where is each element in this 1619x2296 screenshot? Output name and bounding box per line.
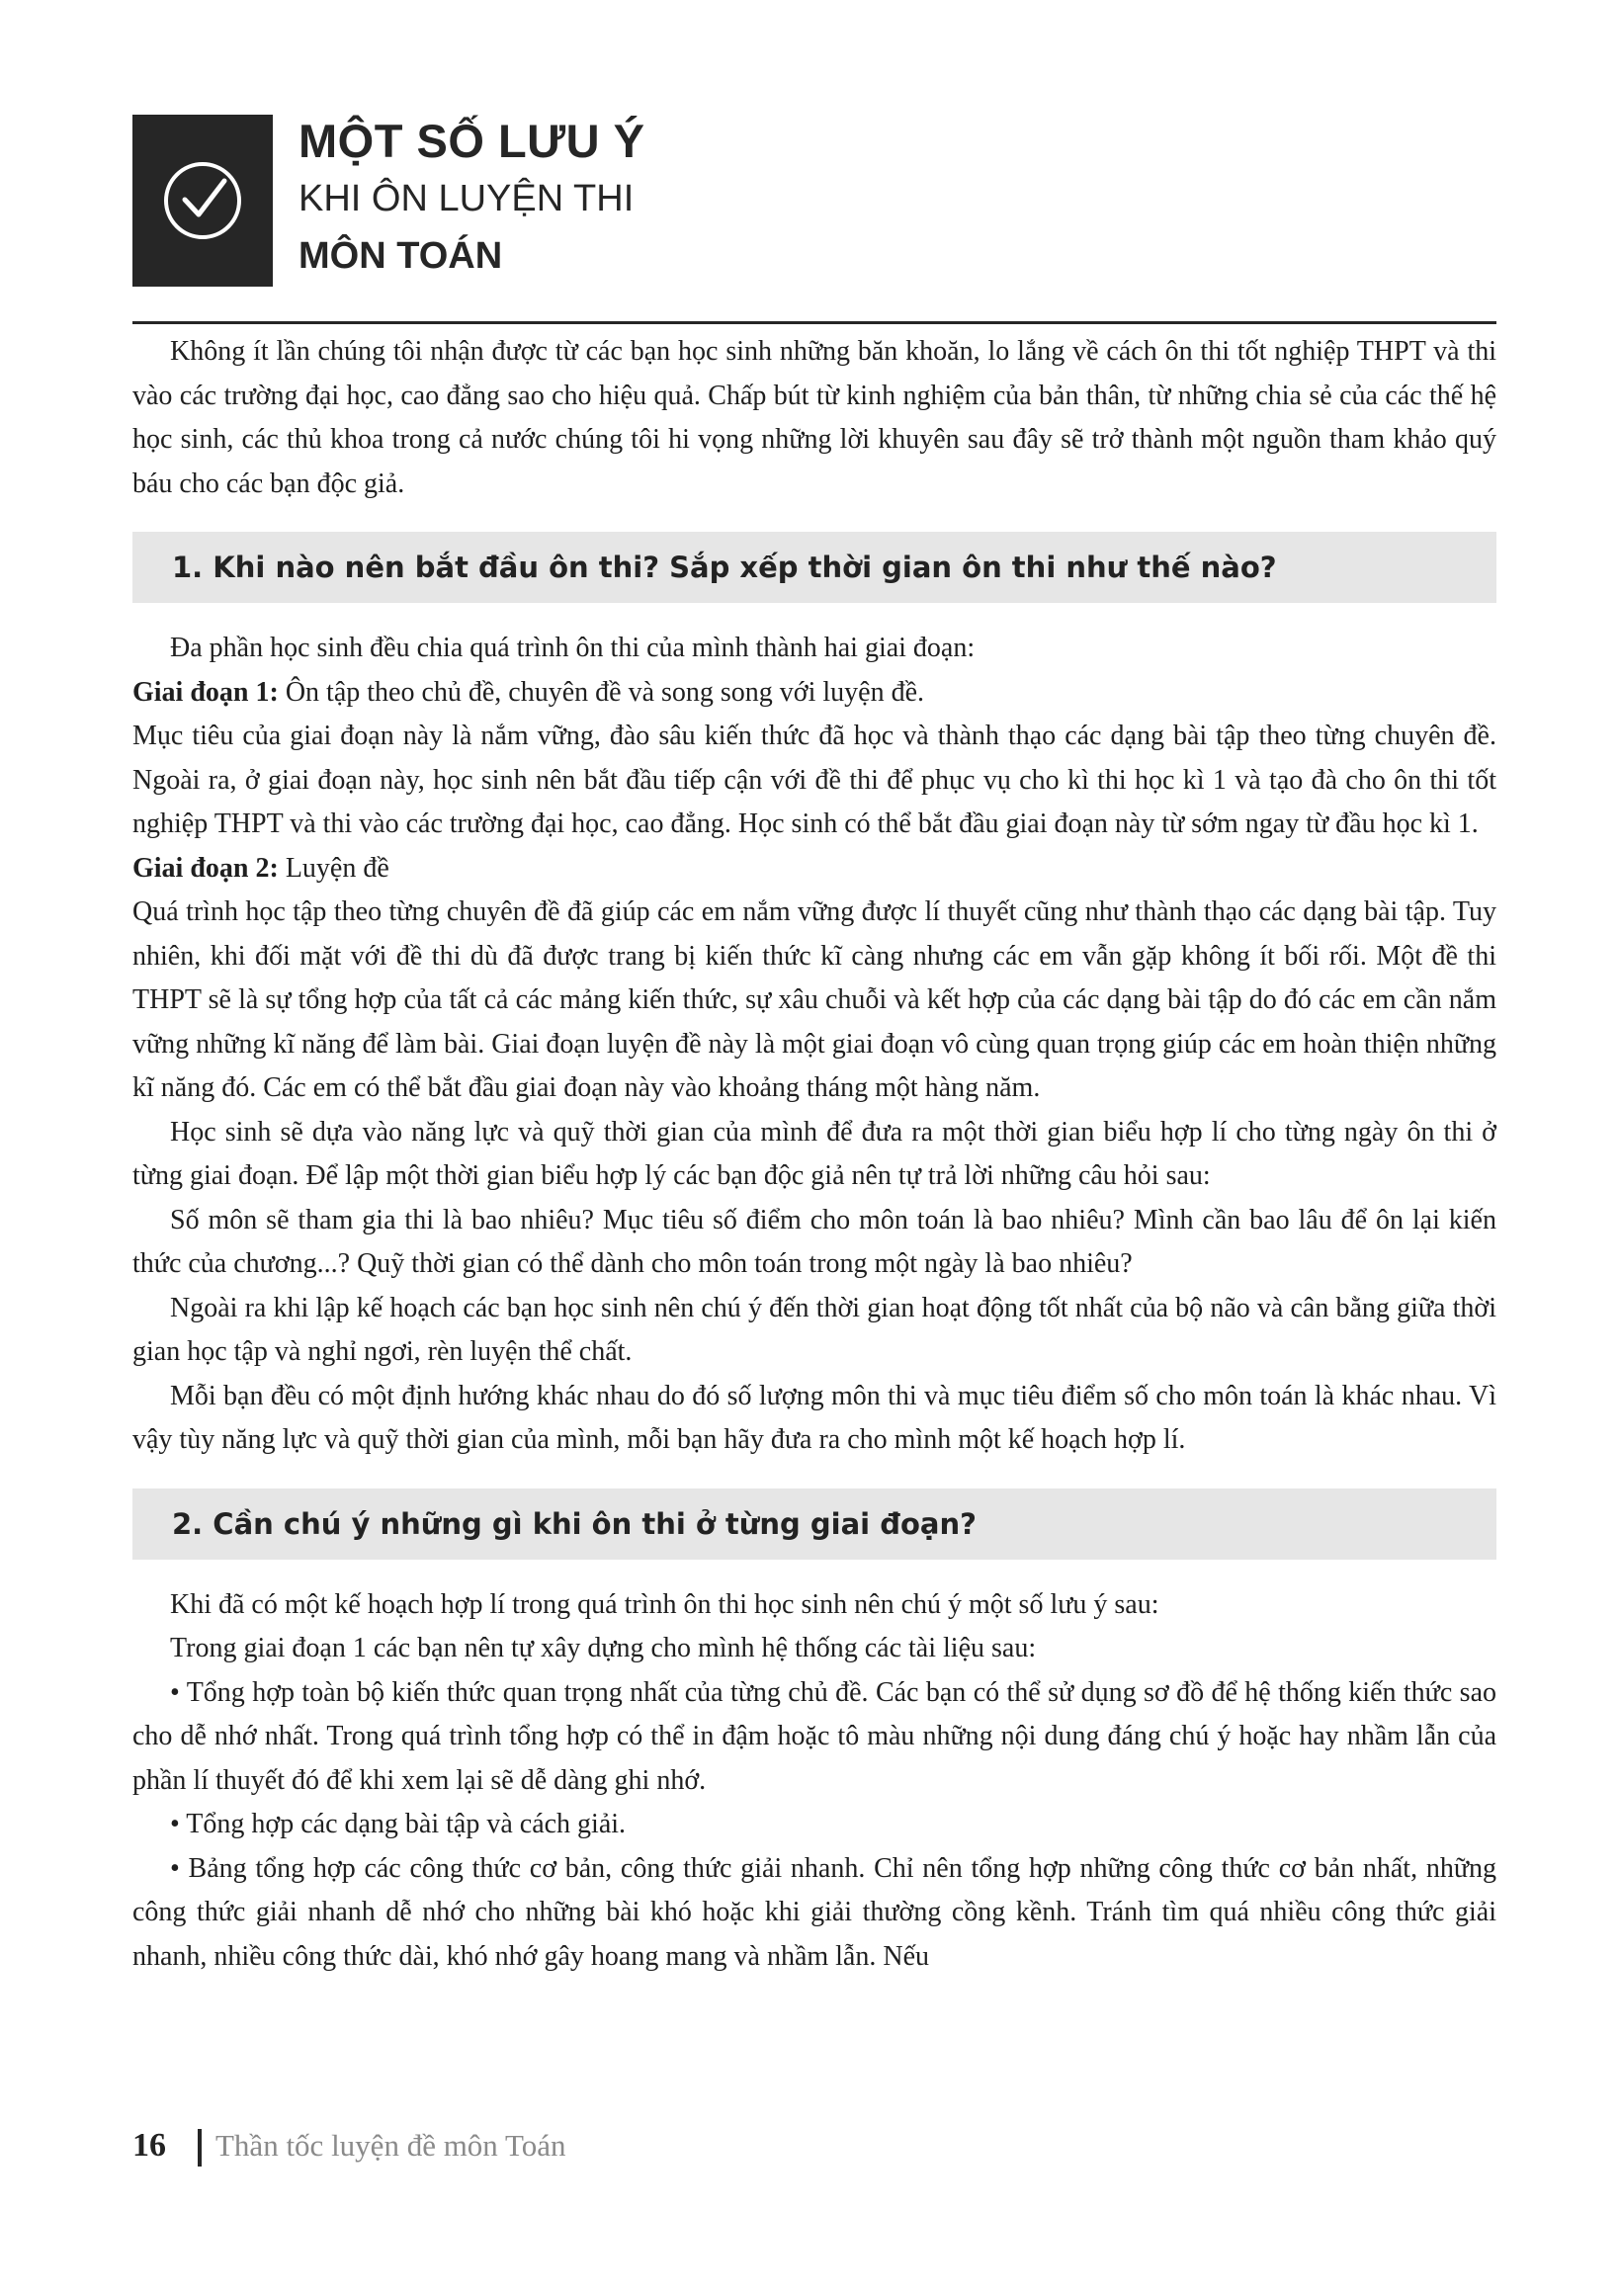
paragraph: Số môn sẽ tham gia thi là bao nhiêu? Mục tiêu số điểm cho môn toán là bao nhiêu? Mình cần bao lâu để ôn lại kiến thức của chương...? Quỹ thời gian có thể dành cho môn toán trong một ngày là bao nhiêu? (132, 1204, 1496, 1279)
stage-2-label: Giai đoạn 2: (132, 852, 279, 884)
stage-2-title: Luyện đề (278, 852, 389, 884)
paragraph: Trong giai đoạn 1 các bạn nên tự xây dựng cho mình hệ thống các tài liệu sau: (170, 1633, 1037, 1663)
intro-paragraph: Không ít lần chúng tôi nhận được từ các bạn học sinh những băn khoăn, lo lắng về cách ôn thi tốt nghiệp THPT và thi vào các trường đại học, cao đẳng sao cho hiệu quả. Chấp bút từ kinh nghiệm của bản thân, từ những chia sẻ của các thế hệ học sinh, các thủ khoa trong cả nước chúng tôi hi vọng những lời khuyên sau đây sẽ trở thành một nguồn tham khảo quý báu cho các bạn độc giả. (132, 336, 1496, 499)
paragraph: Học sinh sẽ dựa vào năng lực và quỹ thời gian của mình để đưa ra một thời gian biểu hợp lí cho từng ngày ôn thi ở từng giai đoạn. Để lập một thời gian biểu hợp lý các bạn độc giả nên tự trả lời những câu hỏi sau: (132, 1116, 1496, 1191)
chapter-title (298, 115, 645, 285)
paragraph: Khi đã có một kế hoạch hợp lí trong quá trình ôn thi học sinh nên chú ý một số lưu ý sau: (170, 1588, 1159, 1620)
paragraph: Đa phần học sinh đều chia quá trình ôn thi của mình thành hai giai đoạn: (170, 633, 976, 663)
title-line-3: MÔN TOÁN (298, 235, 503, 277)
stage-1-description: Mục tiêu của giai đoạn này là nắm vững, đào sâu kiến thức đã học và thành thạo các dạng bài tập theo từng chuyên đề. Ngoài ra, ở giai đoạn này, học sinh nên bắt đầu tiếp cận với đề thi để phục vụ cho kì thi học kì 1 và tạo đà cho ôn thi tốt nghiệp THPT và thi vào các trường đại học, cao đẳng. Học sinh có thể bắt đầu giai đoạn này từ sớm ngay từ đầu học kì 1. (132, 721, 1496, 839)
stage-2-description: Quá trình học tập theo từng chuyên đề đã giúp các em nắm vững được lí thuyết cũng như thành thạo các dạng bài tập. Tuy nhiên, khi đối mặt với đề thi dù đã được trang bị kiến thức kĩ càng nhưng các em vẫn gặp không ít bối rối. Một đề thi THPT sẽ là sự tổng hợp của tất cả các mảng kiến thức, sự xâu chuỗi và kết hợp của các dạng bài tập do đó các em cần nắm vững những kĩ năng để làm bài. Giai đoạn luyện đề này là một giai đoạn vô cùng quan trọng giúp các em hoàn thiện những kĩ năng đó. Các em có thể bắt đầu giai đoạn này vào khoảng tháng một hàng năm. (132, 896, 1496, 1103)
paragraph: Mỗi bạn đều có một định hướng khác nhau do đó số lượng môn thi và mục tiêu điểm số cho môn toán là khác nhau. Vì vậy tùy năng lực và quỹ thời gian của mình, mỗi bạn hãy đưa ra cho mình một kế hoạch hợp lí. (132, 1380, 1496, 1455)
title-line-2: KHI ÔN LUYỆN THI (298, 178, 635, 219)
chapter-header (132, 115, 1496, 320)
page-number: 16 (132, 2127, 166, 2164)
bullet-item: • Bảng tổng hợp các công thức cơ bản, công thức giải nhanh. Chỉ nên tổng hợp những công thức cơ bản nhất, những công thức giải nhanh dễ nhớ cho những bài khó hoặc khi giải thường cồng kềnh. Tránh tìm quá nhiều công thức giải nhanh, nhiều công thức dài, khó nhớ gây hoang mang và nhầm lẫn. Nếu (132, 1852, 1496, 1972)
stage-2-line (132, 847, 1496, 892)
main-content (132, 330, 1496, 1979)
section-1-heading: 1. Khi nào nên bắt đầu ôn thi? Sắp xếp thời gian ôn thi như thế nào? (132, 532, 1496, 603)
header-divider (132, 321, 1496, 324)
paragraph: Ngoài ra khi lập kế hoạch các bạn học sinh nên chú ý đến thời gian hoạt động tốt nhất của bộ não và cân bằng giữa thời gian học tập và nghỉ ngơi, rèn luyện thể chất. (132, 1292, 1496, 1367)
book-title: Thần tốc luyện đề môn Toán (215, 2128, 566, 2163)
bullet-item: • Tổng hợp toàn bộ kiến thức quan trọng nhất của từng chủ đề. Các bạn có thể sử dụng sơ đồ để hệ thống kiến thức sao cho dễ nhớ nhất. Trong quá trình tổng hợp có thể in đậm hoặc tô màu những nội dung đáng chú ý hoặc hay nhầm lẫn của phần lí thuyết đó để khi xem lại sẽ dễ dàng ghi nhớ. (132, 1676, 1496, 1796)
check-circle-icon (132, 115, 273, 287)
bullet-item: • Tổng hợp các dạng bài tập và cách giải. (170, 1809, 627, 1839)
stage-1-line (132, 671, 1496, 716)
stage-1-label: Giai đoạn 1: (132, 676, 279, 708)
title-line-1: MỘT SỐ LƯU Ý (298, 115, 645, 167)
footer-divider (198, 2129, 202, 2167)
stage-1-title: Ôn tập theo chủ đề, chuyên đề và song song với luyện đề. (278, 676, 925, 708)
section-2-heading: 2. Cần chú ý những gì khi ôn thi ở từng giai đoạn? (132, 1488, 1496, 1560)
